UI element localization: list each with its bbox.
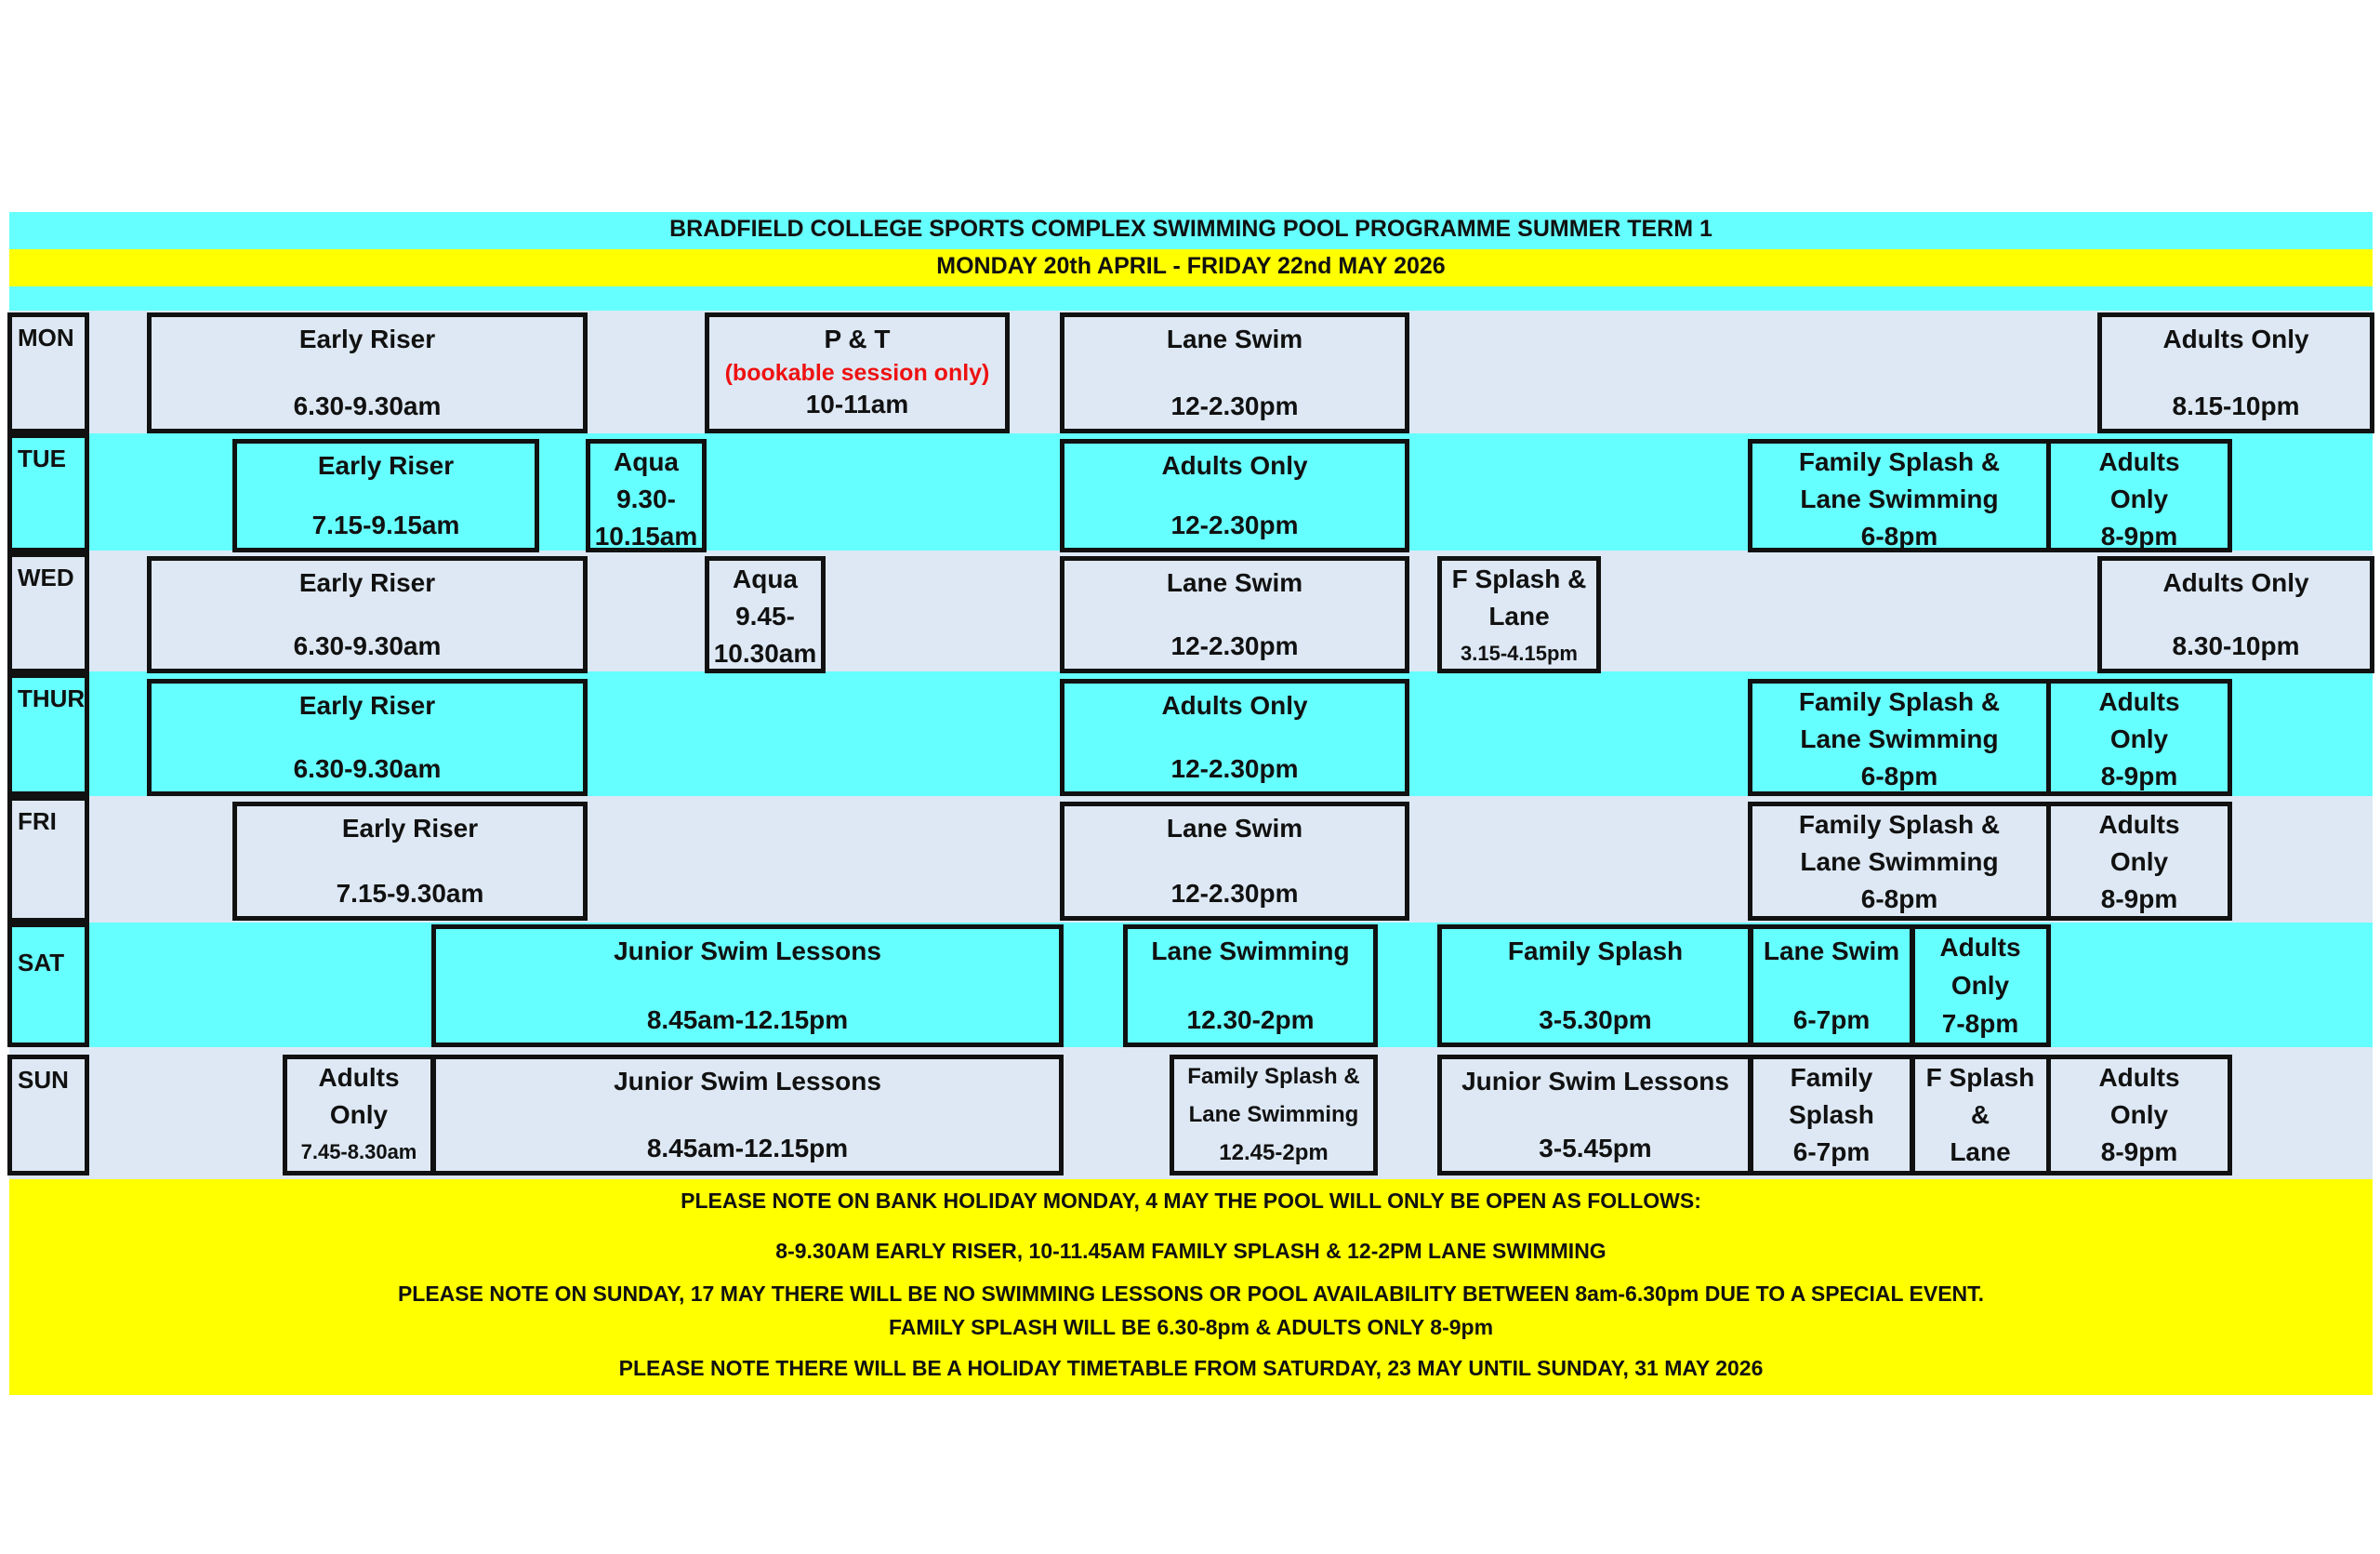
session-name-1: Adults xyxy=(2098,1063,2180,1092)
note-holiday-timetable: PLEASE NOTE THERE WILL BE A HOLIDAY TIMETABLE FROM SATURDAY, 23 MAY UNTIL SUNDAY, 31 MAY 2026 xyxy=(618,1356,1764,1380)
session-name: Early Riser xyxy=(298,691,436,720)
session-name-1: Family xyxy=(1790,1063,1873,1092)
session-name-1: F Splash & xyxy=(1925,1063,2035,1129)
session-name-2: Only xyxy=(2109,847,2169,876)
session-name: P & T xyxy=(824,325,891,353)
session-fri-adults-eve xyxy=(2046,802,2232,921)
session-name-1: F Splash & xyxy=(1451,564,1587,593)
session-time: 8-9pm xyxy=(2100,884,2178,913)
session-name-2: Lane Swimming xyxy=(1800,847,1999,876)
session-name: Early Riser xyxy=(298,325,436,353)
session-tue-adults-only xyxy=(1060,439,1409,552)
session-tue-adults-eve xyxy=(2046,439,2232,552)
day-label-tue: TUE xyxy=(7,433,89,552)
note-special-event-times: FAMILY SPLASH WILL BE 6.30-8pm & ADULTS ONLY 8-9pm xyxy=(888,1315,1494,1339)
session-sun-adults-am xyxy=(283,1055,435,1175)
session-name: Junior Swim Lessons xyxy=(614,936,881,965)
session-wed-f-splash xyxy=(1437,556,1601,673)
session-name-1: Adults xyxy=(2098,447,2180,476)
term-dates: MONDAY 20th APRIL - FRIDAY 22nd MAY 2026 xyxy=(936,253,1446,279)
session-time: 6.30-9.30am xyxy=(293,754,442,783)
session-time-start: 9.45- xyxy=(735,602,795,631)
session-wed-adults-only xyxy=(2097,556,2374,673)
session-time: 3-5.30pm xyxy=(1539,1005,1652,1034)
session-thur-adults-only xyxy=(1060,679,1409,796)
session-wed-aqua xyxy=(705,556,826,673)
session-time: 8.15-10pm xyxy=(2172,392,2300,420)
session-time: 8.45am-12.15pm xyxy=(646,1134,849,1162)
session-time: 8-9pm xyxy=(2100,1137,2178,1166)
session-time: 8-9pm xyxy=(2100,522,2178,551)
session-name: Early Riser xyxy=(341,814,479,843)
session-name: Junior Swim Lessons xyxy=(614,1067,881,1096)
session-name-2: Lane Swimming xyxy=(1800,724,1999,753)
session-time: 6-7pm xyxy=(1792,1137,1871,1166)
session-name-2: Splash xyxy=(1789,1100,1874,1129)
session-thur-family-lane xyxy=(1748,679,2051,796)
session-time: 6-8pm xyxy=(1860,522,1938,551)
session-name-1: Family Splash & xyxy=(1798,447,2001,476)
session-time: 12-2.30pm xyxy=(1170,392,1299,420)
session-time: 12-2.30pm xyxy=(1170,511,1299,539)
session-time-end: 10.15am xyxy=(594,522,698,551)
page-title: BRADFIELD COLLEGE SPORTS COMPLEX SWIMMING POOL PROGRAMME SUMMER TERM 1 xyxy=(669,216,1712,242)
session-name-2: Only xyxy=(2109,485,2169,513)
session-name: Adults Only xyxy=(1161,691,1308,720)
session-wed-lane-swim xyxy=(1060,556,1409,673)
session-time: 7-8pm xyxy=(1941,1009,2019,1038)
session-fri-early-riser xyxy=(232,802,588,921)
session-time: 8.30-10pm xyxy=(2172,631,2300,660)
session-name-2: Lane Swimming xyxy=(1800,485,1999,513)
session-sun-junior xyxy=(431,1055,1064,1175)
session-thur-adults-eve xyxy=(2046,679,2232,796)
session-time: 6-8pm xyxy=(1860,762,1938,790)
session-wed-early-riser xyxy=(147,556,588,673)
session-name-2: Lane xyxy=(1488,602,1550,631)
session-name-1: Adults xyxy=(2098,687,2180,716)
session-tue-aqua xyxy=(586,439,707,552)
session-mon-early-riser xyxy=(147,312,588,433)
session-name: Early Riser xyxy=(317,451,455,480)
session-time: 7.45-8.30am xyxy=(300,1140,417,1163)
session-name: Junior Swim Lessons xyxy=(1461,1067,1729,1096)
session-time-end: 10.30am xyxy=(713,639,817,668)
day-label-mon: MON xyxy=(7,312,89,433)
session-time: 6-8pm xyxy=(1860,884,1938,913)
session-name: Aqua xyxy=(733,564,798,593)
session-sat-family-splash xyxy=(1437,924,1753,1047)
session-name: Family Splash xyxy=(1507,936,1684,965)
session-time: 8-9pm xyxy=(2100,762,2178,790)
session-name: Lane Swim xyxy=(1166,325,1303,353)
session-sun-family-lane xyxy=(1170,1055,1378,1175)
session-time: 10-11am xyxy=(805,390,909,418)
session-fri-family-lane xyxy=(1748,802,2051,921)
session-name-1: Family Splash & xyxy=(1187,1064,1360,1089)
session-time: 6.30-9.30am xyxy=(293,631,442,660)
session-name-2: Lane xyxy=(1950,1137,2011,1166)
session-name: Adults Only xyxy=(1161,451,1308,480)
session-sat-lane-swim xyxy=(1748,924,1915,1047)
session-time: 12-2.30pm xyxy=(1170,631,1299,660)
session-sat-junior xyxy=(431,924,1064,1047)
note-special-event: PLEASE NOTE ON SUNDAY, 17 MAY THERE WILL BE NO SWIMMING LESSONS OR POOL AVAILABILITY BETWEEN 8am-6.30pm DUE TO A SPECIAL EVENT. xyxy=(397,1282,1985,1306)
session-name: Early Riser xyxy=(298,568,436,597)
bookable-note: (bookable session only) xyxy=(724,360,990,386)
session-sun-adults-eve xyxy=(2046,1055,2232,1175)
day-label-thur: THUR xyxy=(7,673,89,796)
session-name: Lane Swim xyxy=(1166,568,1303,597)
session-name-2: Only xyxy=(1950,971,2010,1000)
session-time: 7.15-9.30am xyxy=(336,879,484,908)
session-mon-adults-only xyxy=(2097,312,2374,433)
session-name-1: Family Splash & xyxy=(1798,810,2001,839)
session-name-2: Only xyxy=(2109,724,2169,753)
session-sat-lane-swimming xyxy=(1123,924,1378,1047)
session-time: 12.45-2pm xyxy=(1219,1140,1329,1165)
session-name-1: Family Splash & xyxy=(1798,687,2001,716)
session-name: Lane Swim xyxy=(1763,936,1900,965)
session-time: 6-7pm xyxy=(1792,1005,1871,1034)
session-fri-lane-swim xyxy=(1060,802,1409,921)
session-time-start: 9.30- xyxy=(616,485,676,513)
session-time: 12-2.30pm xyxy=(1170,879,1299,908)
session-name: Aqua xyxy=(614,447,679,476)
session-mon-pt xyxy=(705,312,1010,433)
session-name: Lane Swimming xyxy=(1151,936,1350,965)
session-name-2: Lane Swimming xyxy=(1188,1102,1359,1127)
session-tue-family-lane xyxy=(1748,439,2051,552)
spacer-band xyxy=(9,286,2373,311)
notes-panel xyxy=(9,1179,2373,1395)
session-name-1: Adults xyxy=(2098,810,2180,839)
session-sun-f-splash-lane xyxy=(1910,1055,2051,1175)
session-time: 12.30-2pm xyxy=(1186,1005,1315,1034)
note-bank-holiday-times: 8-9.30AM EARLY RISER, 10-11.45AM FAMILY SPLASH & 12-2PM LANE SWIMMING xyxy=(775,1239,1606,1263)
day-label-fri: FRI xyxy=(7,796,89,923)
dates-band xyxy=(9,249,2373,286)
note-bank-holiday: PLEASE NOTE ON BANK HOLIDAY MONDAY, 4 MAY THE POOL WILL ONLY BE OPEN AS FOLLOWS: xyxy=(681,1189,1701,1213)
session-sun-junior-pm xyxy=(1437,1055,1753,1175)
session-sat-adults-only xyxy=(1910,924,2051,1047)
session-sun-family-splash xyxy=(1748,1055,1915,1175)
session-time: 12-2.30pm xyxy=(1170,754,1299,783)
session-time: 7.15-9.15am xyxy=(311,511,460,539)
session-name-2: Only xyxy=(329,1100,389,1129)
session-time: 6.30-9.30am xyxy=(293,392,442,420)
day-label-sat: SAT xyxy=(7,923,89,1047)
session-name: Adults Only xyxy=(2162,325,2309,353)
day-label-sun: SUN xyxy=(7,1055,89,1175)
title-band xyxy=(9,212,2373,249)
session-name-1: Adults xyxy=(318,1063,400,1092)
session-name: Lane Swim xyxy=(1166,814,1303,843)
session-thur-early-riser xyxy=(147,679,588,796)
session-time: 3-5.45pm xyxy=(1539,1134,1652,1162)
session-time: 3.15-4.15pm xyxy=(1461,642,1578,665)
session-name-1: Adults xyxy=(1939,933,2021,962)
day-label-wed: WED xyxy=(7,552,89,673)
session-name: Adults Only xyxy=(2162,568,2309,597)
session-time: 8.45am-12.15pm xyxy=(646,1005,849,1034)
session-name-2: Only xyxy=(2109,1100,2169,1129)
session-mon-lane-swim xyxy=(1060,312,1409,433)
session-tue-early-riser xyxy=(232,439,539,552)
